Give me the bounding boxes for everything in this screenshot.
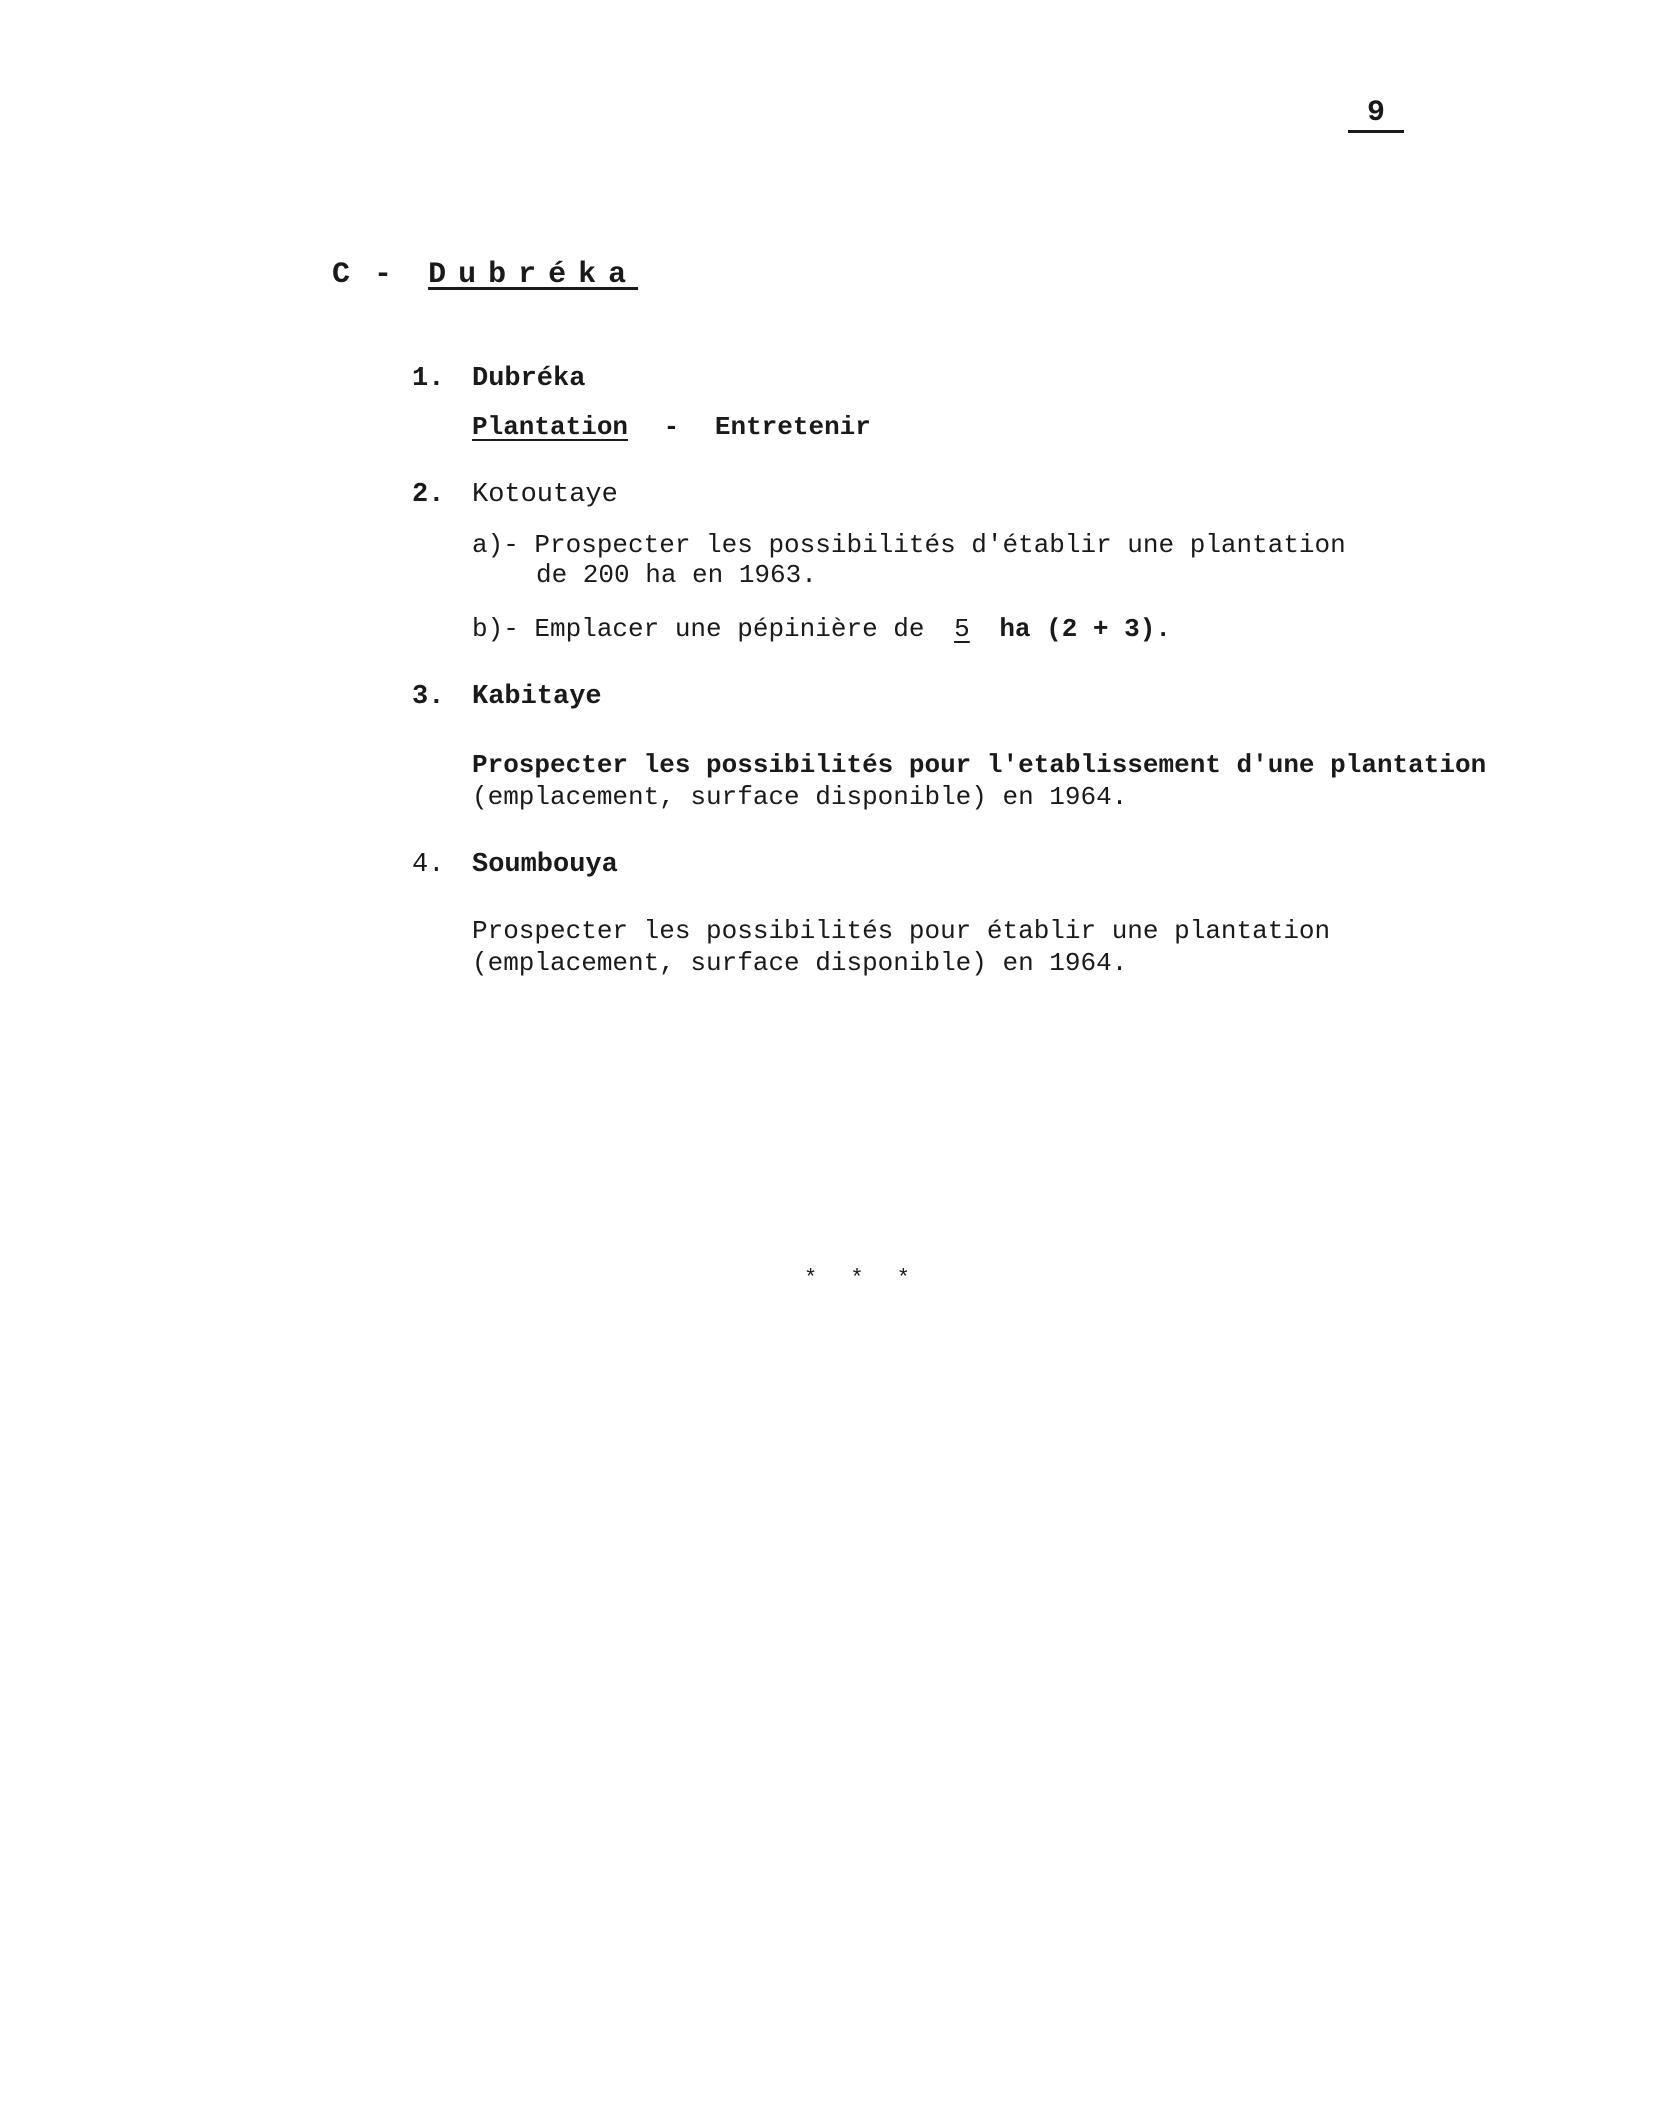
item-2-b-line: [472, 614, 1171, 644]
item-4-line-1: Prospecter les possibilités pour établir une plantation: [472, 916, 1331, 946]
item-number-1: 1.: [412, 364, 445, 394]
item-2-b-suffix: ha (2 + 3).: [999, 614, 1171, 644]
item-title-1: Dubréka: [472, 364, 586, 394]
item-3-line-2: (emplacement, surface disponible) en 1964.: [472, 782, 1128, 812]
section-letter: C: [332, 258, 351, 292]
end-mark-asterisks: * * *: [804, 1266, 921, 1291]
section-title: Dubréka: [428, 258, 639, 292]
item-title-3: Kabitaye: [472, 682, 602, 712]
plantation-label: Plantation: [472, 412, 629, 442]
item-title-2: Kotoutaye: [472, 480, 618, 510]
section-heading: [332, 258, 638, 292]
section-separator: -: [374, 258, 393, 292]
item-1-line: [472, 412, 871, 442]
item-number-3: 3.: [412, 682, 445, 712]
item-3-line-1: Prospecter les possibilités pour l'etablissement d'une plantation: [472, 750, 1487, 780]
item-title-4: Soumbouya: [472, 850, 618, 880]
item-number-2: 2.: [412, 480, 445, 510]
item-2-a-line-2: de 200 ha en 1963.: [536, 560, 817, 590]
page-number: 9: [1348, 96, 1404, 133]
plantation-separator: -: [663, 412, 680, 442]
plantation-action: Entretenir: [714, 412, 871, 442]
item-number-4: 4.: [412, 850, 445, 880]
nursery-size-value: 5: [954, 614, 970, 644]
item-4-line-2: (emplacement, surface disponible) en 1964.: [472, 948, 1128, 978]
item-2-a-line-1: a)- Prospecter les possibilités d'établir une plantation: [472, 530, 1346, 560]
item-2-b-prefix: b)- Emplacer une pépinière de: [472, 614, 925, 644]
